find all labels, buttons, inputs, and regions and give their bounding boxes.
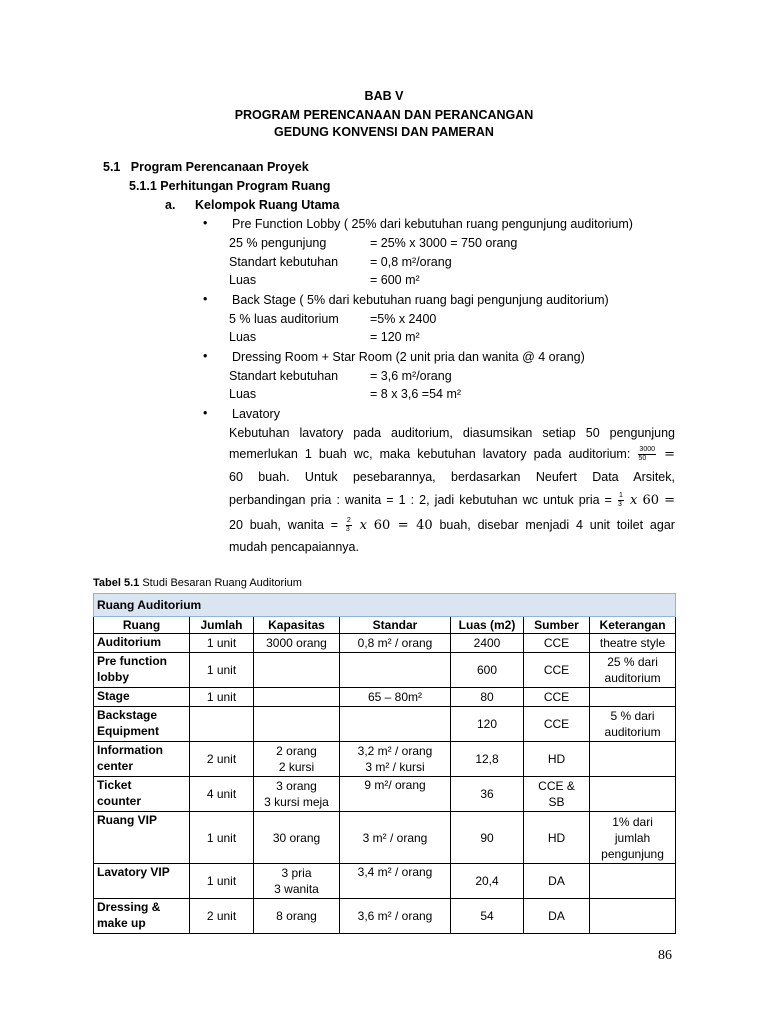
column-header: Jumlah (190, 617, 254, 634)
cell-luas (451, 742, 524, 777)
fraction-3000-50 (638, 446, 656, 463)
dressing-room-r2-label: Luas (229, 387, 257, 401)
dressing-room-r2-value: = 8 x 3,6 =54 m² (370, 387, 462, 401)
cell-luas (451, 899, 524, 934)
lavatory-para-line2-text: memerlukan 1 buah wc, maka kebutuhan lavatory pada auditorium: (229, 446, 631, 461)
fraction-2-3 (346, 517, 352, 534)
column-header: Ruang (94, 617, 190, 634)
cell-line: 1 unit (206, 690, 237, 704)
document-title-line1: PROGRAM PERENCANAAN DAN PERANCANGAN (234, 108, 534, 122)
column-header: Standar (340, 617, 451, 634)
cell-line: Ticket (97, 778, 132, 792)
fraction-numerator: 3000 (639, 446, 655, 453)
table-header-row (94, 617, 676, 634)
pre-function-title: Pre Function Lobby ( 25% dari kebutuhan ruang pengunjung auditorium) (232, 217, 633, 231)
cell-kapasitas (254, 707, 340, 742)
column-header: Luas (m2) (451, 617, 524, 634)
cell-ruang (94, 653, 190, 688)
cell-line: 3000 orang (266, 636, 327, 650)
page-number: 86 (658, 948, 672, 963)
pre-function-r3-label: Luas (229, 273, 257, 287)
equals-sign: = (664, 446, 675, 462)
cell-line: HD (547, 830, 566, 845)
cell-luas (451, 688, 524, 707)
cell-sumber (524, 742, 590, 777)
bullet-icon: • (203, 349, 208, 363)
auditorium-space-table (93, 593, 676, 934)
lavatory-para-line2 (229, 446, 675, 463)
cell-line: SB (548, 795, 565, 809)
cell-line: 5 % dari (610, 709, 655, 723)
cell-jumlah (190, 634, 254, 653)
cell-line: 1 unit (206, 830, 237, 845)
table-row (94, 653, 676, 688)
table-caption (93, 577, 302, 589)
cell-standar (340, 864, 451, 899)
cell-luas (451, 812, 524, 864)
cell-keterangan (590, 634, 676, 653)
table-caption-label: Tabel 5.1 (93, 577, 140, 589)
cell-ruang (94, 777, 190, 812)
cell-line: 2 kursi (278, 760, 315, 774)
bullet-icon: • (203, 406, 208, 420)
cell-ruang (94, 742, 190, 777)
column-header: Keterangan (590, 617, 676, 634)
math-expression: 60 = 40 (373, 517, 433, 533)
cell-line: pengunjung (601, 846, 664, 861)
cell-luas (451, 653, 524, 688)
table-row (94, 688, 676, 707)
cell-line: CCE (543, 717, 570, 731)
table-title: Ruang Auditorium (94, 594, 676, 617)
pre-function-r1-value: = 25% x 3000 = 750 orang (370, 236, 518, 250)
cell-line: 3 kursi meja (264, 795, 329, 809)
lavatory-para-line1: Kebutuhan lavatory pada auditorium, diasumsikan setiap 50 pengunjung (229, 426, 675, 440)
cell-sumber (524, 634, 590, 653)
cell-ruang (94, 864, 190, 899)
fraction-1-3 (618, 492, 624, 509)
cell-jumlah (190, 864, 254, 899)
cell-line: Auditorium (97, 635, 161, 649)
back-stage-r2-value: = 120 m² (370, 330, 420, 344)
cell-keterangan (590, 899, 676, 934)
cell-luas (451, 634, 524, 653)
dressing-room-title: Dressing Room + Star Room (2 unit pria dan wanita @ 4 orang) (232, 350, 585, 364)
cell-kapasitas (254, 777, 340, 812)
section-5-1-1: 5.1.1 Perhitungan Program Ruang (129, 179, 331, 193)
cell-line: 3,6 m² / orang (357, 909, 433, 923)
cell-keterangan (590, 777, 676, 812)
cell-line: 36 (480, 787, 494, 801)
cell-line: auditorium (604, 671, 661, 685)
cell-jumlah (190, 812, 254, 864)
cell-line: 600 (476, 663, 498, 677)
cell-standar (340, 688, 451, 707)
cell-sumber (524, 899, 590, 934)
cell-line: 65 – 80m² (367, 690, 423, 704)
lavatory-para-line4 (229, 492, 675, 509)
cell-jumlah (190, 742, 254, 777)
cell-line: Backstage (97, 708, 158, 722)
cell-line: 20,4 (475, 874, 499, 888)
back-stage-r1-value: =5% x 2400 (370, 312, 437, 326)
section-5-1: 5.1 Program Perencanaan Proyek (103, 160, 309, 174)
cell-line: Stage (97, 689, 130, 703)
equals-sign: = (664, 492, 676, 508)
cell-line: 2 orang (276, 744, 317, 758)
cell-sumber (524, 653, 590, 688)
cell-line: Ruang VIP (97, 813, 158, 827)
cell-line: 1 unit (206, 636, 237, 650)
lavatory-para-line5-c: buah, disebar menjadi 4 unit toilet agar (439, 517, 675, 532)
cell-jumlah (190, 653, 254, 688)
lavatory-para-line3: 60 buah. Untuk pesebarannya, berdasarkan Neufert Data Arsitek, (229, 470, 675, 484)
fraction-numerator: 2 (346, 517, 351, 524)
cell-line: CCE (543, 636, 570, 650)
section-a-label: a. (165, 198, 176, 212)
cell-line: 3 wanita (274, 882, 319, 896)
cell-standar (340, 634, 451, 653)
fraction-denominator: 3 (345, 526, 350, 533)
cell-luas (451, 777, 524, 812)
fraction-denominator: 3 (618, 501, 622, 508)
cell-line: 90 (480, 830, 494, 845)
cell-ruang (94, 707, 190, 742)
lavatory-para-line6: mudah pencapaiannya. (229, 540, 359, 554)
pre-function-r2-value: = 0,8 m²/orang (370, 255, 452, 269)
cell-line: jumlah (614, 830, 651, 845)
table-title-row (94, 594, 676, 617)
cell-ruang (94, 688, 190, 707)
table-row (94, 634, 676, 653)
cell-sumber (524, 707, 590, 742)
cell-line: 25 % dari (607, 655, 658, 669)
cell-standar (340, 899, 451, 934)
cell-luas (451, 864, 524, 899)
cell-line: lobby (97, 670, 129, 684)
table-row (94, 812, 676, 864)
cell-standar (340, 777, 451, 812)
cell-line: 2 unit (206, 752, 237, 766)
cell-ruang (94, 634, 190, 653)
back-stage-title: Back Stage ( 5% dari kebutuhan ruang bagi pengunjung auditorium) (232, 293, 609, 307)
cell-line: CCE (543, 663, 570, 677)
table-row (94, 864, 676, 899)
cell-line: 4 unit (206, 787, 237, 801)
cell-line: 9 m²/ orang (364, 778, 426, 792)
column-header: Sumber (524, 617, 590, 634)
cell-line: make up (97, 916, 146, 930)
lavatory-para-line4-text: perbandingan pria : wanita = 1 : 2, jadi kebutuhan wc untuk pria = (229, 492, 612, 507)
cell-line: 54 (480, 909, 494, 923)
cell-keterangan (590, 688, 676, 707)
cell-line: 0,8 m² / orang (357, 636, 433, 650)
cell-kapasitas (254, 688, 340, 707)
section-a-title: Kelompok Ruang Utama (195, 198, 340, 212)
fraction-numerator: 1 (619, 492, 623, 499)
cell-jumlah (190, 688, 254, 707)
cell-sumber (524, 864, 590, 899)
cell-line: theatre style (599, 636, 666, 650)
bullet-icon: • (203, 292, 208, 306)
table-row (94, 742, 676, 777)
cell-jumlah (190, 777, 254, 812)
cell-line: auditorium (604, 725, 661, 739)
math-x: x (630, 492, 638, 508)
pre-function-r2-label: Standart kebutuhan (229, 255, 339, 269)
cell-standar (340, 812, 451, 864)
math-60: 60 (642, 492, 660, 508)
cell-line: 1% dari (612, 814, 653, 829)
cell-line: 3 m² / kursi (365, 760, 425, 774)
cell-jumlah (190, 707, 254, 742)
cell-line: DA (548, 909, 565, 923)
cell-line: HD (547, 752, 566, 766)
math-x: x (359, 517, 367, 533)
table-row (94, 899, 676, 934)
table-row (94, 777, 676, 812)
dressing-room-r1-label: Standart kebutuhan (229, 369, 339, 383)
cell-standar (340, 707, 451, 742)
cell-standar (340, 742, 451, 777)
cell-line: DA (548, 874, 565, 888)
cell-line: counter (97, 794, 142, 808)
cell-line: 3 m² / orang (362, 830, 428, 845)
cell-line: 8 orang (276, 909, 317, 923)
pre-function-r3-value: = 600 m² (370, 273, 420, 287)
fraction-denominator: 50 (638, 455, 647, 462)
cell-line: CCE & (538, 779, 575, 793)
cell-luas (451, 707, 524, 742)
cell-line: CCE (543, 690, 570, 704)
bullet-icon: • (203, 216, 208, 230)
pre-function-r1-label: 25 % pengunjung (229, 236, 327, 250)
cell-kapasitas (254, 812, 340, 864)
cell-kapasitas (254, 899, 340, 934)
cell-ruang (94, 812, 190, 864)
cell-kapasitas (254, 742, 340, 777)
cell-line: 3,4 m² / orang (357, 865, 433, 879)
cell-keterangan (590, 742, 676, 777)
table-caption-text: Studi Besaran Ruang Auditorium (139, 577, 302, 589)
cell-line: 3 pria (281, 866, 312, 880)
cell-keterangan (590, 812, 676, 864)
back-stage-r1-label: 5 % luas auditorium (229, 312, 339, 326)
cell-line: Information (97, 743, 163, 757)
cell-line: Pre function (97, 654, 168, 668)
cell-line: 2 unit (206, 909, 237, 923)
cell-line: Lavatory VIP (97, 865, 170, 879)
cell-line: 2400 (473, 636, 501, 650)
cell-sumber (524, 812, 590, 864)
table-row (94, 707, 676, 742)
cell-line: center (97, 759, 134, 773)
cell-line: 120 (476, 717, 498, 731)
cell-kapasitas (254, 653, 340, 688)
cell-standar (340, 653, 451, 688)
cell-sumber (524, 688, 590, 707)
back-stage-r2-label: Luas (229, 330, 257, 344)
cell-keterangan (590, 707, 676, 742)
cell-keterangan (590, 653, 676, 688)
cell-kapasitas (254, 634, 340, 653)
cell-line: Dressing & (97, 900, 161, 914)
cell-line: 30 orang (272, 830, 321, 845)
chapter-title: BAB V (364, 89, 404, 103)
cell-kapasitas (254, 864, 340, 899)
cell-line: Equipment (97, 724, 159, 738)
cell-line: 12,8 (475, 752, 499, 766)
dressing-room-r1-value: = 3,6 m²/orang (370, 369, 452, 383)
cell-line: 3,2 m² / orang (357, 744, 433, 758)
cell-sumber (524, 777, 590, 812)
cell-ruang (94, 899, 190, 934)
cell-line: 80 (480, 690, 494, 704)
cell-line: 3 orang (276, 779, 317, 793)
column-header: Kapasitas (254, 617, 340, 634)
lavatory-para-line5-a: 20 buah, wanita = (229, 517, 339, 532)
cell-keterangan (590, 864, 676, 899)
cell-line: 1 unit (206, 663, 237, 677)
lavatory-para-line5 (229, 517, 675, 534)
document-title-line2: GEDUNG KONVENSI DAN PAMERAN (274, 125, 494, 139)
cell-jumlah (190, 899, 254, 934)
cell-line: 1 unit (206, 874, 237, 888)
lavatory-title: Lavatory (232, 407, 280, 421)
